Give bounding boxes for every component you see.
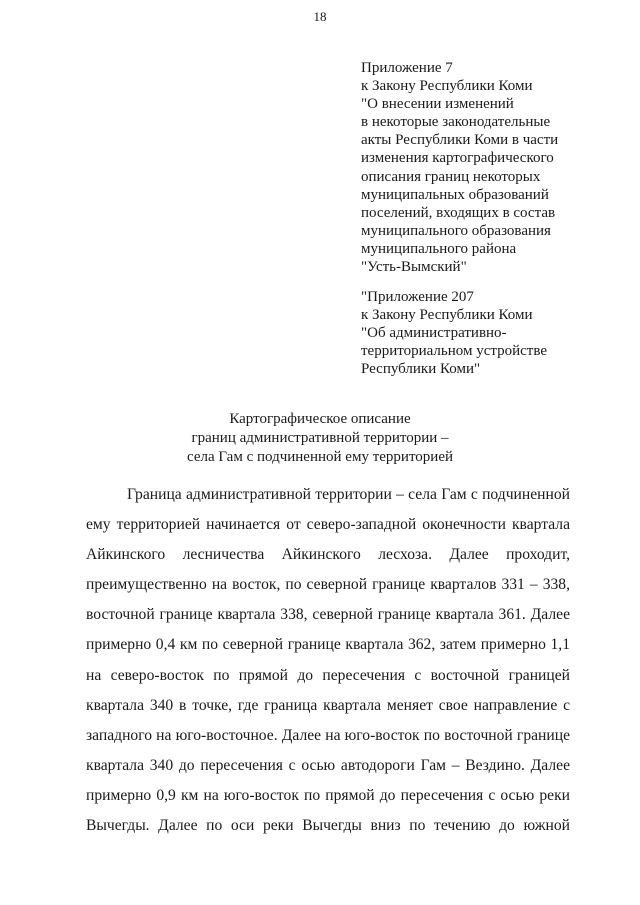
appendix-line: поселений, входящих в состав <box>361 204 556 221</box>
body-line: преимущественно на восток, по северной границе кварталов 331 – 338, <box>86 576 570 594</box>
appendix-line: "О внесении изменений <box>361 96 514 113</box>
page-number: 18 <box>313 9 327 24</box>
appendix-line: описания границ некоторых <box>361 168 541 185</box>
body-line: квартала 340 до пересечения с осью автодороги Гам – Вездино. Далее <box>86 756 570 774</box>
appendix-line: к Закону Республики Коми <box>361 307 533 324</box>
appendix-line: акты Республики Коми в части <box>361 132 559 149</box>
title-line: села Гам с подчиненной ему территорией <box>186 449 454 465</box>
appendix-line: "Приложение 207 <box>361 289 474 305</box>
body-line: примерно 0,4 км по северной границе квартала 362, затем примерно 1,1 <box>86 636 570 654</box>
title-line: Картографическое описание <box>229 411 411 427</box>
body-line: Айкинского лесничества Айкинского лесхоза. Далее проходит, <box>86 546 570 564</box>
body-line: ему территорией начинается от северо-западной оконечности квартала <box>86 516 570 534</box>
body-line: на северо-восток по прямой до пересечения с восточной границей <box>86 666 570 684</box>
appendix-line: муниципальных образований <box>361 186 549 203</box>
appendix-7-header <box>361 59 631 276</box>
appendix-line: "Об административно- <box>361 325 507 342</box>
appendix-line: муниципального образования <box>361 222 551 239</box>
body-line: примерно 0,9 км на юго-восток по прямой до пересечения с осью реки <box>86 786 570 804</box>
title-line: границ административной территории – <box>191 430 449 446</box>
appendix-207-header <box>361 288 631 378</box>
appendix-line: Приложение 7 <box>361 60 453 76</box>
appendix-line: к Закону Республики Коми <box>361 78 533 95</box>
body-line: Вычегды. Далее по оси реки Вычегды вниз по течению до южной <box>86 817 570 835</box>
body-line: Граница административной территории – села Гам с подчиненной <box>127 486 570 503</box>
body-line: восточной границе квартала 338, северной границе квартала 361. Далее <box>86 606 570 624</box>
document-title <box>150 410 490 467</box>
body-line: западного на юго-восточное. Далее на юго-восток по восточной границе <box>86 726 570 744</box>
body-paragraph <box>86 480 570 841</box>
appendix-line: "Усть-Вымский" <box>361 259 467 276</box>
appendix-line: муниципального района <box>361 240 517 257</box>
appendix-line: территориальном устройстве <box>361 343 548 360</box>
body-line: квартала 340 в точке, где граница квартала меняет свое направление с <box>86 696 570 714</box>
appendix-line: изменения картографического <box>361 150 554 167</box>
appendix-line: в некоторые законодательные <box>361 114 551 131</box>
appendix-line: Республики Коми" <box>361 361 481 378</box>
